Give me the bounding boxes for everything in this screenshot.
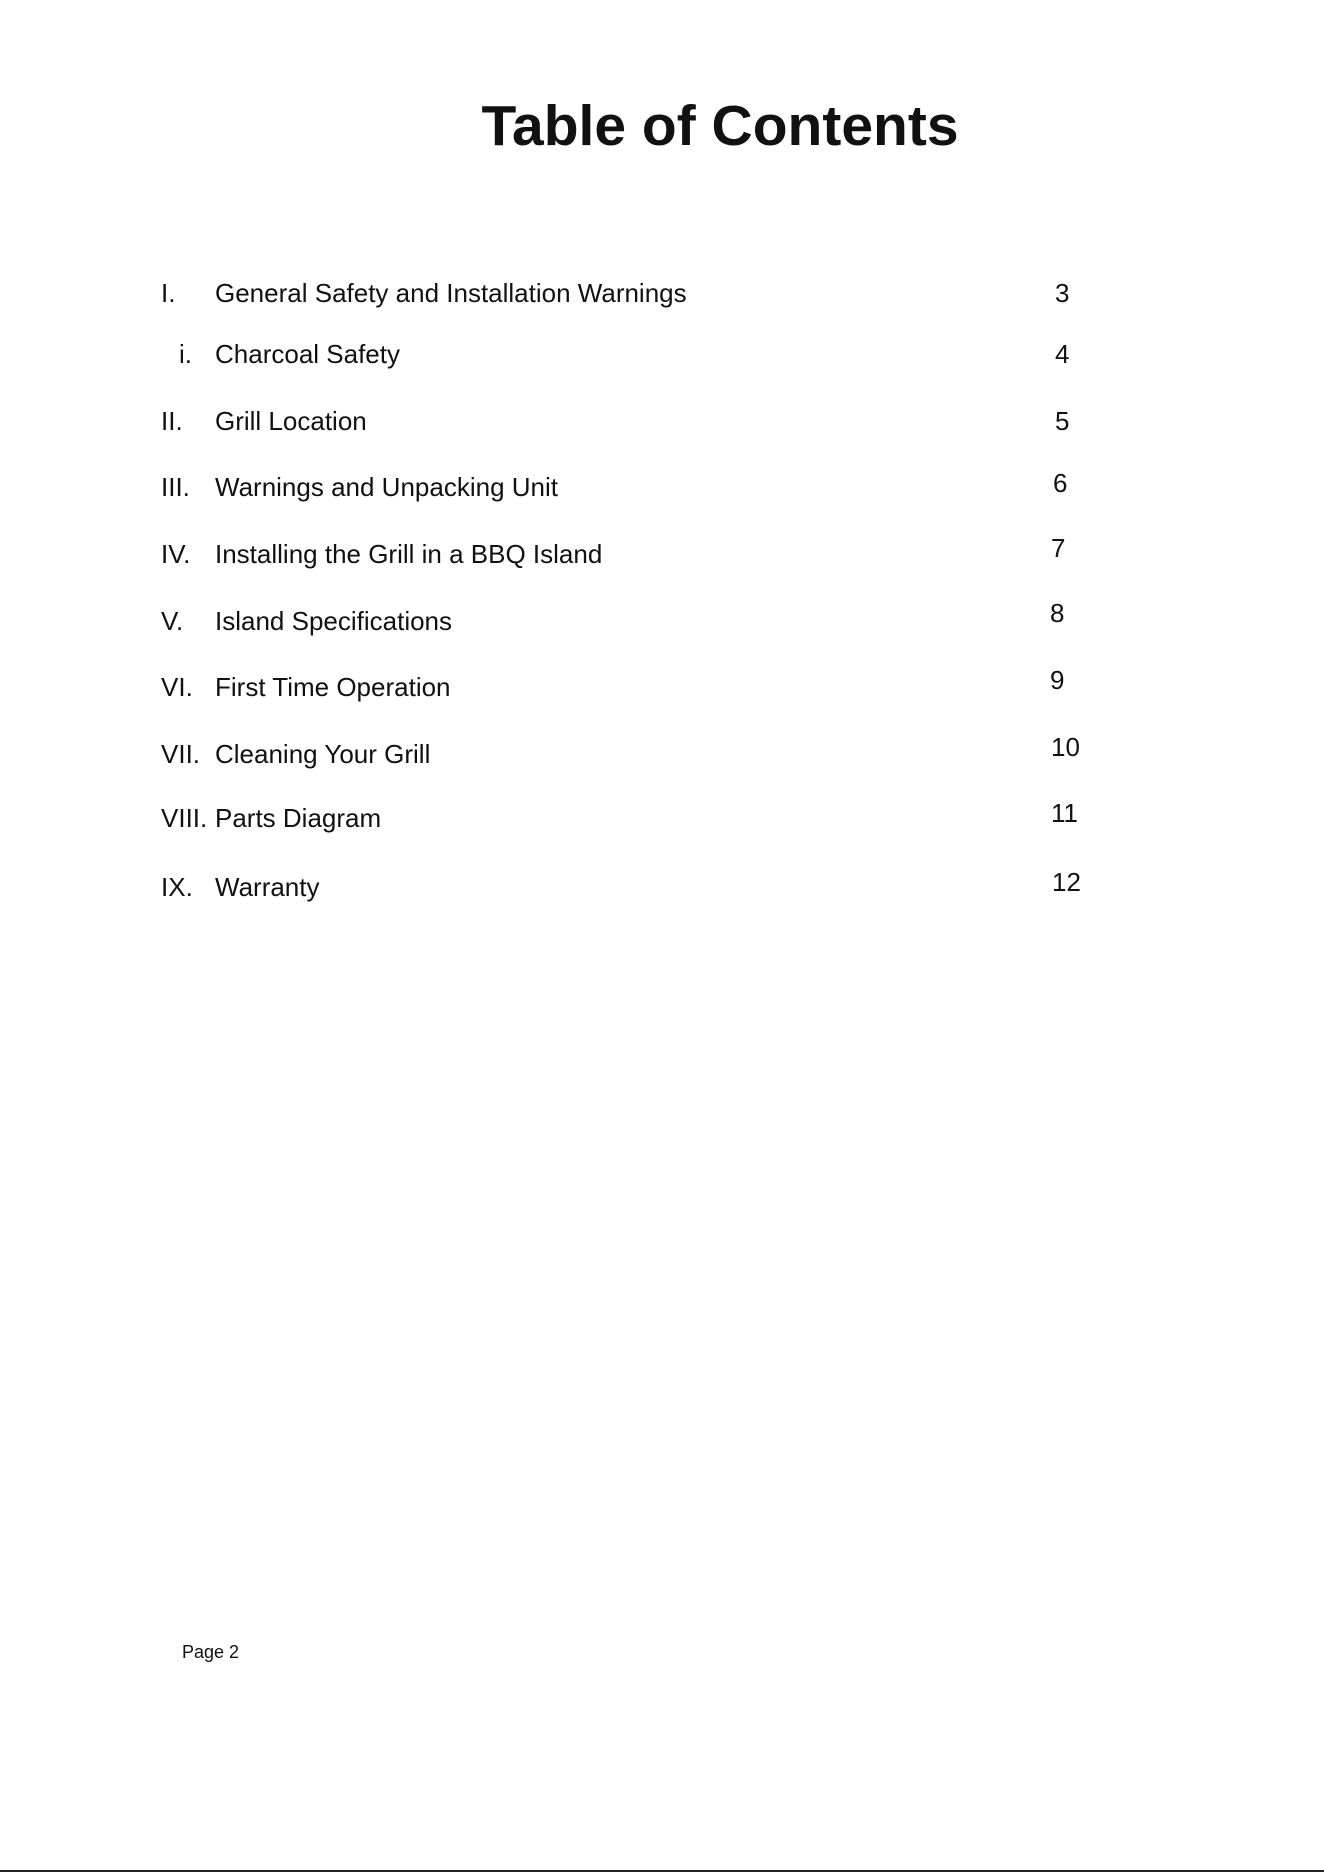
toc-entry-number: VIII. (161, 803, 208, 833)
toc-entry-cleaning-grill[interactable] (0, 734, 1324, 774)
toc-entry-number: IV. (161, 539, 191, 569)
toc-entry-page: 7 (1051, 533, 1066, 563)
toc-entry-page: 9 (1050, 665, 1065, 695)
toc-entry-page: 3 (1055, 278, 1070, 308)
toc-entry-parts-diagram[interactable] (0, 798, 1324, 838)
toc-entry-title: Parts Diagram (215, 803, 382, 833)
toc-entry-grill-location[interactable] (0, 401, 1324, 441)
toc-entry-number: IX. (161, 872, 193, 902)
toc-entry-title: Warranty (215, 872, 320, 902)
toc-entry-island-specifications[interactable] (0, 598, 1324, 641)
toc-entry-charcoal-safety[interactable] (0, 334, 1324, 374)
toc-entry-number: III. (161, 472, 190, 502)
toc-entry-page: 11 (1051, 798, 1078, 828)
toc-entry-title: Grill Location (215, 406, 367, 436)
toc-entry-title: Warnings and Unpacking Unit (215, 472, 558, 502)
toc-entry-title: Island Specifications (215, 606, 453, 636)
toc-entry-warranty[interactable] (0, 867, 1324, 907)
toc-entry-page: 6 (1053, 468, 1068, 498)
toc-entry-number: II. (161, 406, 183, 436)
toc-entry-title: Cleaning Your Grill (215, 739, 431, 769)
toc-entry-title: Installing the Grill in a BBQ Island (215, 539, 603, 569)
page-title: Table of Contents (481, 94, 959, 158)
toc-entry-page: 5 (1055, 406, 1070, 436)
toc-entry-title: General Safety and Installation Warnings (215, 278, 687, 308)
toc-entry-number: I. (161, 278, 176, 308)
toc-entry-page: 10 (1051, 732, 1080, 762)
toc-entry-number: V. (161, 606, 184, 636)
toc-entry-installing-grill[interactable] (0, 534, 1324, 574)
toc-entry-number: i. (179, 339, 192, 369)
toc-entry-page: 8 (1050, 598, 1065, 628)
toc-entry-page: 4 (1055, 339, 1070, 369)
toc-entry-title: First Time Operation (215, 672, 451, 702)
toc-entry-first-time-operation[interactable] (0, 667, 1324, 707)
toc-entry-warnings-unpacking[interactable] (0, 467, 1324, 507)
toc-entry-number: VI. (161, 672, 193, 702)
page-number-footer: Page 2 (182, 1642, 240, 1662)
toc-entry-number: VII. (161, 739, 201, 769)
toc-entry-title: Charcoal Safety (215, 339, 400, 369)
toc-entry-general-safety[interactable] (0, 273, 1324, 313)
toc-entry-page: 12 (1052, 867, 1081, 897)
